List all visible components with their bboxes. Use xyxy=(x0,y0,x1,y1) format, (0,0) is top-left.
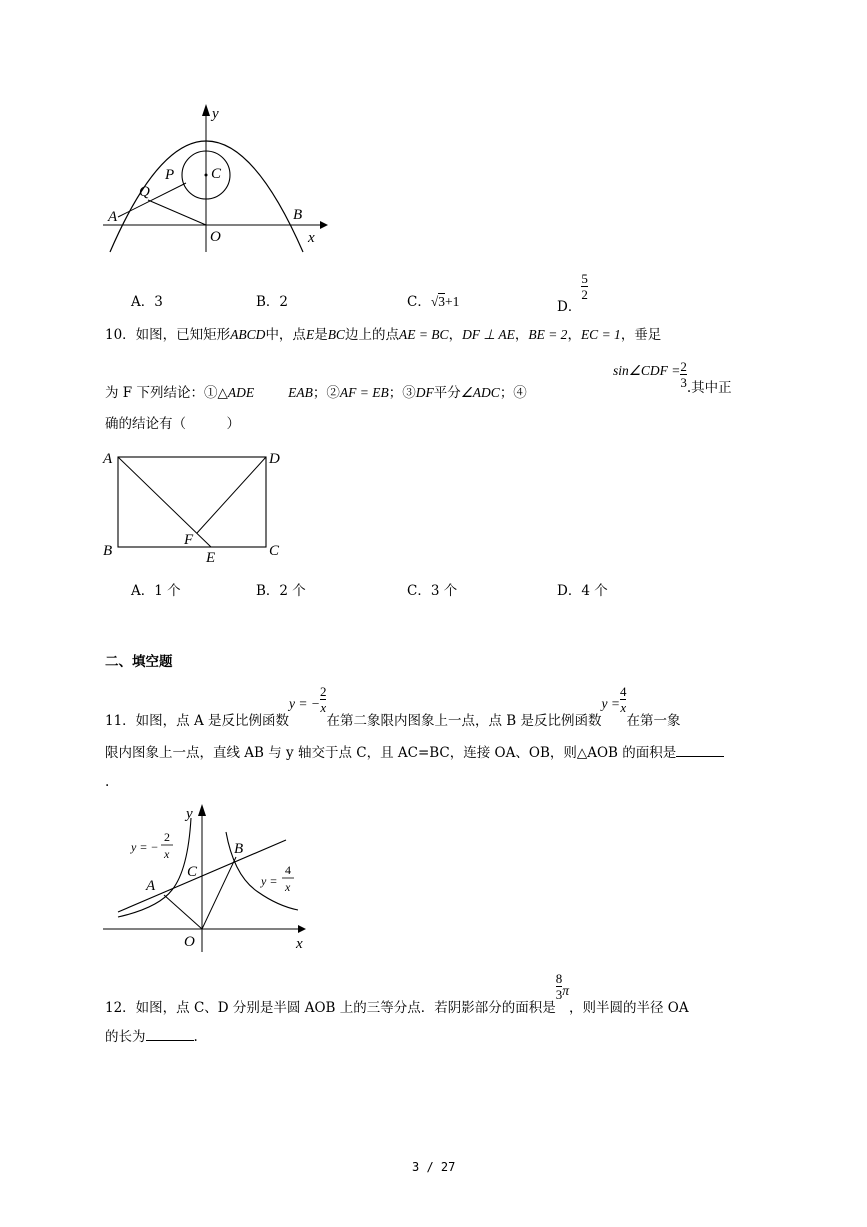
q10-text-tail: ，垂足 xyxy=(620,327,662,343)
q10-sin-num: 2 xyxy=(680,359,687,374)
q10-text-c: 是 xyxy=(314,327,328,343)
label-y: y xyxy=(212,106,219,122)
left-formula-num: 2 xyxy=(164,830,170,844)
q10-line1 xyxy=(105,325,661,345)
label-y: y xyxy=(186,806,193,822)
section-title: 二、填空题 xyxy=(105,654,173,670)
center-c xyxy=(205,174,208,177)
q10-sin-expr xyxy=(613,359,732,396)
q10-text-a: 10．如图，已知矩形 xyxy=(105,327,231,343)
q10-l2-ade: ADE xyxy=(227,385,255,400)
q10-sep2: ， xyxy=(514,327,529,343)
q11-f2-lhs: y = xyxy=(601,695,620,711)
q10-cond3: BE = 2 xyxy=(528,327,568,342)
q10-cond1: AE = BC xyxy=(398,327,449,342)
segment-ob xyxy=(202,857,236,929)
q10-l2-c: ；③ xyxy=(388,385,416,401)
segment-df xyxy=(197,457,266,533)
label-b: B xyxy=(293,207,303,223)
label-e: E xyxy=(206,550,216,566)
label-o: O xyxy=(184,934,195,950)
q11-f2-num: 4 xyxy=(619,684,627,699)
x-axis-arrow xyxy=(320,221,328,229)
q10-abcd: ABCD xyxy=(230,327,266,342)
q11-text-b: 在第二象限内图象上一点，点 B 是反比例函数 xyxy=(326,712,602,729)
q10-option-d: D．4 个 xyxy=(557,583,608,599)
q12-text-end: . xyxy=(193,1029,198,1045)
q9-option-d-prefix: D． xyxy=(557,298,582,315)
label-q: Q xyxy=(139,184,150,200)
q11-hyperbola-figure xyxy=(98,800,318,960)
q12-frac-den: 3 xyxy=(555,987,563,1002)
label-c: C xyxy=(211,166,222,182)
q10-l2-af: AF = EB xyxy=(339,385,389,400)
q10-text-d: 边上的点 xyxy=(344,327,399,343)
q10-l2-adc: ∠ADC xyxy=(460,385,500,400)
q11-f1-num: 2 xyxy=(319,684,327,699)
q9-option-d-num: 5 xyxy=(581,271,588,286)
q9-option-d-den: 2 xyxy=(581,287,588,302)
left-formula-lhs: y = − xyxy=(131,840,159,854)
label-a: A xyxy=(103,451,113,467)
q11-line2 xyxy=(105,743,724,763)
q10-option-b: B．2 个 xyxy=(256,583,306,599)
q11-f2-den: x xyxy=(620,700,627,715)
q10-sep1: ， xyxy=(448,327,463,343)
y-axis-arrow xyxy=(202,104,210,116)
q12-text-a: 12．如图，点 C、D 分别是半圆 AOB 上的三等分点．若阴影部分的面积是 xyxy=(105,999,556,1016)
q10-sep3: ， xyxy=(567,327,581,343)
q12-frac-num: 8 xyxy=(555,971,563,986)
q12-answer-blank xyxy=(146,1040,194,1041)
q10-line2 xyxy=(105,383,527,403)
label-p: P xyxy=(165,167,175,183)
label-o: O xyxy=(210,229,221,245)
q9-parabola-figure xyxy=(98,100,338,260)
q12-text-line2: 的长为 xyxy=(105,1029,146,1045)
q9-option-c-tail: +1 xyxy=(445,294,460,309)
q9-option-c-sqrt: 3 xyxy=(438,294,446,309)
q11-line1 xyxy=(105,684,681,729)
q10-cond4: EC = 1 xyxy=(580,327,621,342)
label-x: x xyxy=(296,936,303,952)
page-number: 3 / 27 xyxy=(412,1160,456,1174)
x-axis-arrow xyxy=(298,925,306,933)
right-formula-num: 4 xyxy=(285,863,291,877)
segment-oa xyxy=(164,895,202,929)
segment-ae xyxy=(118,457,211,547)
q11-f1-lhs: y = − xyxy=(289,695,320,711)
label-b: B xyxy=(103,543,113,559)
q11-text-c: 在第一象 xyxy=(626,712,681,729)
q10-option-c: C．3 个 xyxy=(407,583,458,599)
q11-answer-blank xyxy=(676,756,724,757)
q10-l2-e: ；④ xyxy=(499,385,527,401)
left-hyperbola xyxy=(118,818,191,917)
q9-option-d xyxy=(557,271,588,315)
q10-text-b: 中，点 xyxy=(265,327,306,343)
label-a: A xyxy=(146,878,156,894)
q12-text-b: ，则半圆的半径 OA xyxy=(569,999,689,1016)
q10-l2-a: 为 F 下列结论：①△ xyxy=(105,385,228,401)
q12-line2 xyxy=(105,1027,198,1047)
y-axis-arrow xyxy=(198,804,206,816)
label-d: D xyxy=(269,451,280,467)
q11-text-line2: 限内图象上一点，直线 AB 与 y 轴交于点 C，且 AC=BC，连接 OA、OB，则△AOB 的面积是 xyxy=(105,745,677,761)
q10-l2-d: 平分 xyxy=(433,385,461,401)
q10-l2-eab: EAB xyxy=(288,385,313,400)
q9-option-b: B．2 xyxy=(256,294,289,310)
right-formula-den: x xyxy=(285,880,291,894)
label-b: B xyxy=(234,841,244,857)
segment-qo xyxy=(148,200,206,225)
right-formula-lhs: y = xyxy=(261,874,278,888)
q12-pi: π xyxy=(562,982,569,998)
q10-line3: 确的结论有（ ） xyxy=(105,416,240,432)
q10-rectangle-figure xyxy=(98,445,298,570)
q12-line1 xyxy=(105,971,689,1016)
q10-cond2: DF ⊥ AE xyxy=(462,327,515,342)
left-formula-den: x xyxy=(164,847,170,861)
q10-sin-den: 3 xyxy=(680,375,687,390)
q10-l2-b: ；② xyxy=(312,385,340,401)
label-c: C xyxy=(187,864,198,880)
label-a: A xyxy=(108,209,118,225)
q10-option-a: A．1 个 xyxy=(131,583,181,599)
label-x: x xyxy=(308,230,315,246)
q11-f1-den: x xyxy=(320,700,327,715)
q9-option-a: A．3 xyxy=(131,294,163,310)
q10-l2-tail: .其中正 xyxy=(686,379,732,396)
q10-bc: BC xyxy=(327,327,345,342)
q10-e: E xyxy=(305,327,315,342)
q10-l2-df: DF xyxy=(415,385,434,400)
q9-option-c-prefix: C． xyxy=(407,294,431,310)
q11-text-a: 11．如图，点 A 是反比例函数 xyxy=(105,712,290,729)
q10-sin: sin∠CDF = xyxy=(613,362,681,378)
label-f: F xyxy=(184,532,194,548)
label-c: C xyxy=(269,543,280,559)
q9-option-c: C．√3+1 xyxy=(407,294,460,310)
q11-line3: . xyxy=(105,774,110,790)
